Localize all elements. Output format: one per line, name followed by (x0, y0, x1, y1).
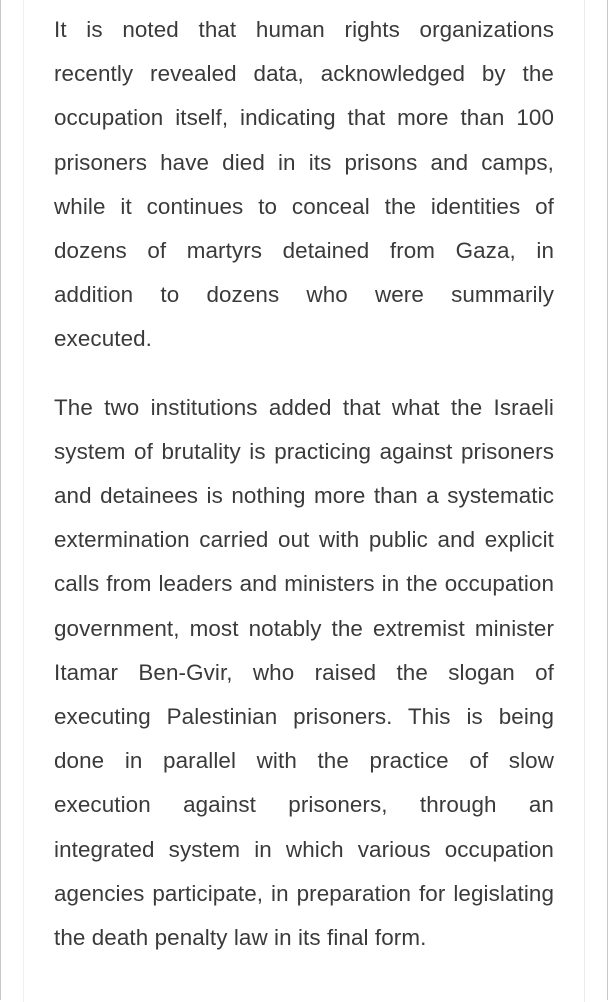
article-body (54, 8, 554, 984)
paragraph-text: The two institutions added that what the Israeli system of brutality is practicing against prisoners and detainees is nothing more than a systematic extermination carried out with public and explicit calls from leaders and ministers in the occupation government, most notably the extremist minister Itamar Ben-Gvir, who raised the slogan of executing Palestinian prisoners. This is being done in parallel with the practice of slow execution against prisoners, through an integrated system in which various occupation agencies participate, in preparation for legislating the death penalty law in its final form. (54, 394, 554, 951)
paragraph-text: It is noted that human rights organizations recently revealed data, acknowledged by the occupation itself, indicating that more than 100 prisoners have died in its prisons and camps, while it continues to conceal the identities of dozens of martyrs detained from Gaza, in addition to dozens who were summarily executed. (54, 17, 554, 352)
article-paragraph-1 (54, 8, 554, 362)
article-paragraph-2 (54, 386, 554, 961)
